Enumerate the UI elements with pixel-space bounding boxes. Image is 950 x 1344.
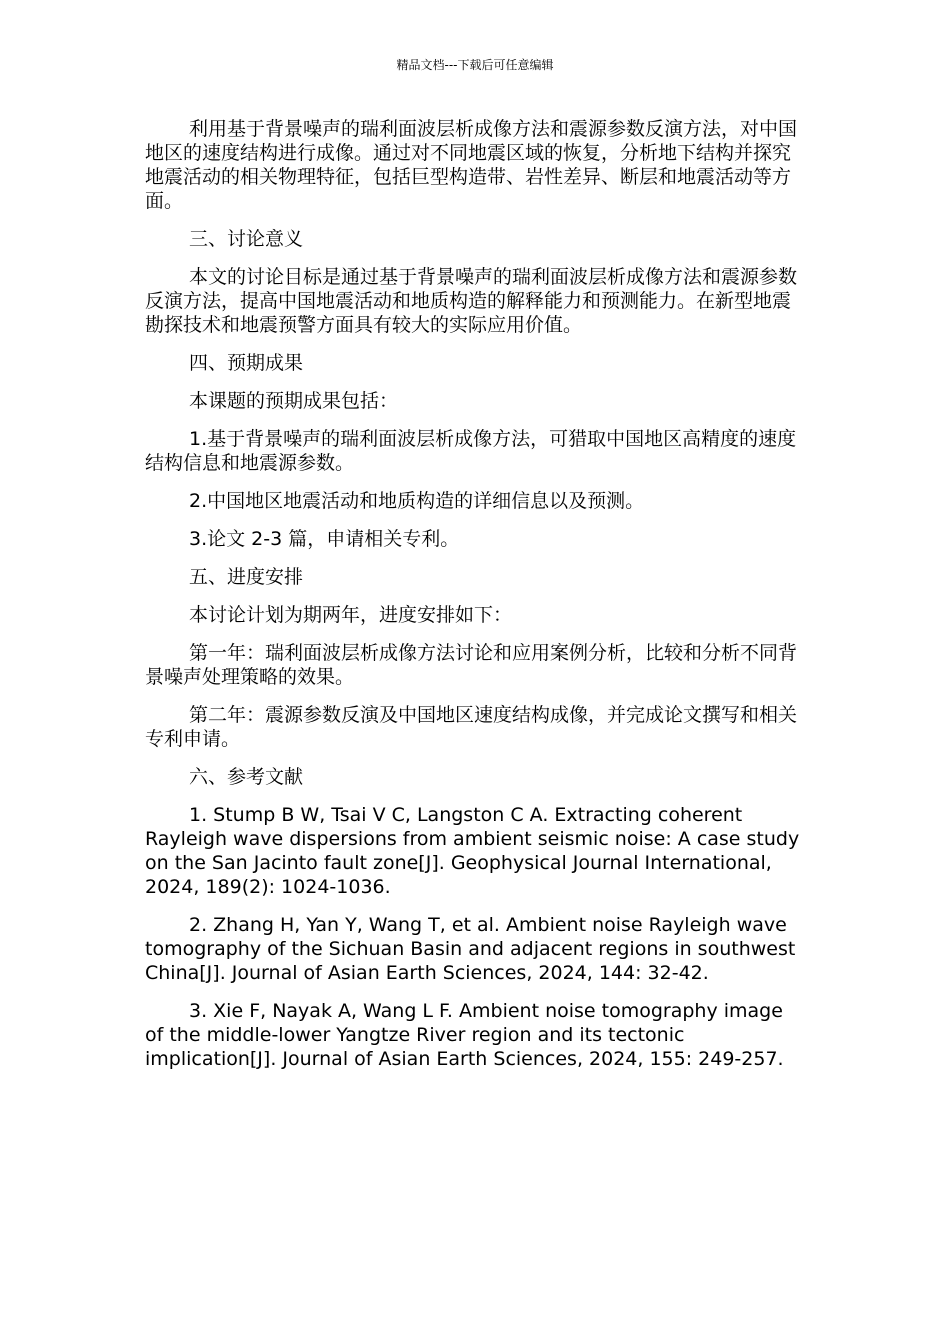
- schedule-year-1: 第一年：瑞利面波层析成像方法讨论和应用案例分析，比较和分析不同背景噪声处理策略的效果。: [145, 642, 798, 688]
- result-item-2: 2.中国地区地震活动和地质构造的详细信息以及预测。: [189, 490, 645, 512]
- document-body: [145, 117, 807, 1085]
- schedule-year-2: 第二年：震源参数反演及中国地区速度结构成像，并完成论文撰写和相关专利申请。: [145, 704, 798, 750]
- paragraph-significance: 本文的讨论目标是通过基于背景噪声的瑞利面波层析成像方法和震源参数反演方法，提高中国地震活动和地质构造的解释能力和预测能力。在新型地震勘探技术和地震预警方面具有较大的实际应用价值。: [145, 266, 798, 336]
- paragraph-results-intro: 本课题的预期成果包括：: [189, 390, 399, 412]
- result-item-1: 1.基于背景噪声的瑞利面波层析成像方法，可猎取中国地区高精度的速度结构信息和地震源参数。: [145, 428, 797, 474]
- paragraph-schedule-intro: 本讨论计划为期两年，进度安排如下：: [189, 604, 513, 626]
- reference-2: 2. Zhang H, Yan Y, Wang T, et al. Ambient noise Rayleigh wave tomography of the Sichuan Basin and adjacent regions in southwest China[J]. Journal of Asian Earth Sciences, 2024, 144: 32-42.: [145, 914, 796, 984]
- result-item-3: 3.论文 2-3 篇，申请相关专利。: [189, 528, 460, 550]
- reference-1: 1. Stump B W, Tsai V C, Langston C A. Extracting coherent Rayleigh wave dispersions from ambient seismic noise: A case study on the San Jacinto fault zone[J]. Geophysical Journal International, 2024, 189(2): 1024-1036.: [145, 804, 800, 898]
- reference-3: 3. Xie F, Nayak A, Wang L F. Ambient noise tomography image of the middle-lower Yangtze River region and its tectonic implication[J]. Journal of Asian Earth Sciences, 2024, 155: 249-257.: [145, 1000, 784, 1070]
- section-heading-significance: 三、讨论意义: [189, 228, 304, 250]
- section-heading-expected-results: 四、预期成果: [189, 352, 304, 374]
- section-heading-schedule: 五、进度安排: [189, 566, 304, 588]
- page-header: 精品文档---下载后可任意编辑: [396, 58, 554, 72]
- paragraph-methods: 利用基于背景噪声的瑞利面波层析成像方法和震源参数反演方法，对中国地区的速度结构进行成像。通过对不同地震区域的恢复，分析地下结构并探究地震活动的相关物理特征，包括巨型构造带、岩性差异、断层和地震活动等方面。: [145, 118, 798, 212]
- section-heading-references: 六、参考文献: [189, 766, 304, 788]
